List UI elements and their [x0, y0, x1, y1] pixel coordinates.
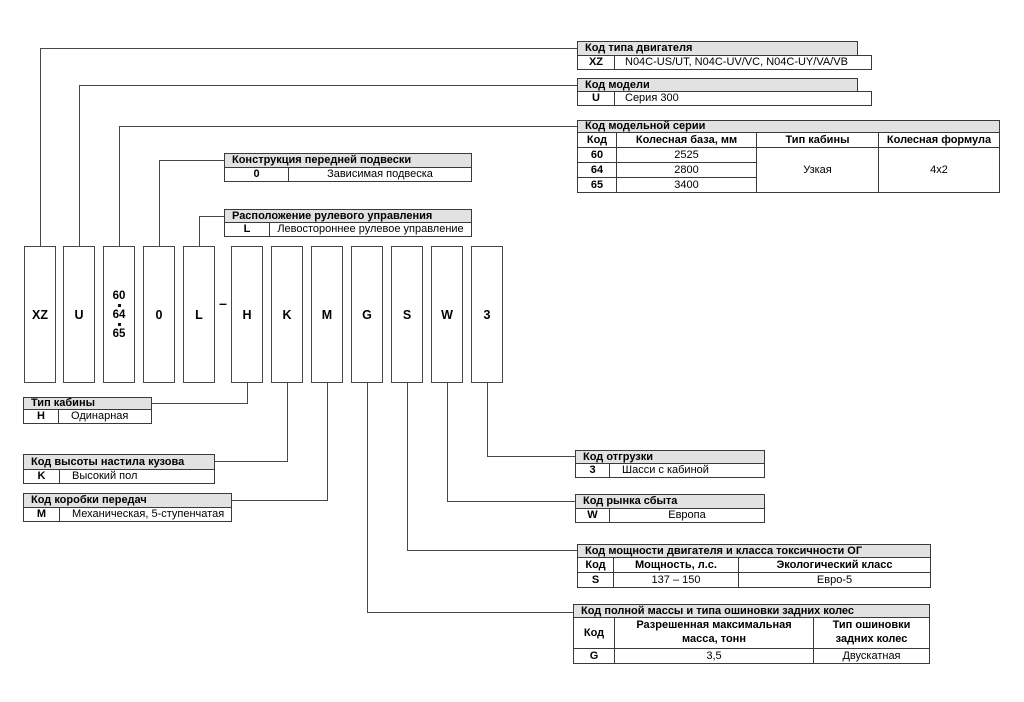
gearbox-value: Механическая, 5-ступенчатая — [59, 508, 231, 521]
code-box-label: U — [74, 307, 84, 322]
gross-weight-title: Код полной массы и типа ошиновки задних колес — [573, 604, 930, 618]
model-series-header: Код — [586, 133, 608, 146]
steering-value: Левостороннее рулевое управление — [269, 223, 471, 236]
cab-type-code: H — [37, 410, 45, 423]
model-series-row-code: 60 — [590, 148, 604, 161]
gross-weight-tire-type: Двускатная — [813, 649, 929, 663]
model-series-wheel-formula: 4x2 — [878, 148, 999, 192]
model-code-value: Серия 300 — [614, 92, 871, 105]
code-box-front-suspension — [143, 246, 175, 383]
market-title: Код рынка сбыта — [575, 494, 765, 509]
code-box-label: S — [402, 307, 412, 322]
steering-code: L — [243, 223, 251, 236]
gross-weight-table — [573, 604, 930, 664]
connector-gearbox-v — [327, 383, 328, 501]
code-box-label: W — [441, 307, 453, 322]
code-box-cab-type — [231, 246, 263, 383]
bullet-separator-icon — [118, 304, 121, 307]
engine-power-table — [577, 544, 931, 588]
cab-type-value: Одинарная — [58, 410, 151, 423]
model-series-cab-type: Узкая — [756, 148, 878, 192]
model-series-table — [577, 120, 1000, 193]
market-table — [575, 494, 765, 523]
model-series-row-wheelbase: 2525 — [616, 148, 756, 162]
code-box-label: L — [195, 307, 203, 322]
engine-power-code: S — [591, 573, 600, 586]
engine-power-title: Код мощности двигателя и класса токсичности ОГ — [577, 544, 931, 558]
connector-cab-v — [247, 383, 248, 404]
deck-height-value: Высокий пол — [59, 470, 214, 483]
market-value: Европа — [609, 509, 764, 522]
connector-engine-power-v — [407, 383, 408, 551]
front-suspension-title: Конструкция передней подвески — [224, 153, 472, 168]
connector-market-v — [447, 383, 448, 502]
connector-series-h — [119, 126, 577, 127]
connector-cab-h — [152, 403, 248, 404]
model-series-row-code: 65 — [590, 178, 604, 191]
market-code: W — [587, 509, 598, 522]
gearbox-title: Код коробки передач — [23, 493, 232, 508]
code-box-label: XZ — [32, 307, 48, 322]
cab-type-title: Тип кабины — [23, 397, 152, 410]
engine-type-title: Код типа двигателя — [577, 41, 858, 56]
shipping-value: Шасси с кабиной — [609, 464, 764, 477]
engine-type-value: N04C-US/UT, N04C-UV/VC, N04C-UY/VA/VB — [614, 56, 871, 69]
connector-gross-weight-h — [367, 612, 573, 613]
connector-shipping-h — [487, 456, 575, 457]
connector-gross-weight-v — [367, 383, 368, 613]
engine-power-header: Мощность, л.с. — [613, 558, 738, 572]
connector-suspension-h — [159, 160, 224, 161]
front-suspension-value: Зависимая подвеска — [288, 168, 471, 181]
shipping-table — [575, 450, 765, 478]
gearbox-code: M — [36, 508, 47, 521]
code-box-series — [103, 246, 135, 383]
connector-engine-power-h — [407, 550, 577, 551]
connector-market-h — [447, 501, 575, 502]
connector-deck-h — [215, 461, 288, 462]
gross-weight-header: Разрешенная максимальная масса, тонн — [614, 618, 813, 648]
shipping-title: Код отгрузки — [575, 450, 765, 464]
model-code-code: U — [592, 92, 600, 105]
gross-weight-code: G — [589, 649, 599, 662]
connector-steering-h — [199, 216, 224, 217]
model-series-row-code: 64 — [590, 163, 604, 176]
model-code-title: Код модели — [577, 78, 858, 92]
gross-weight-header: Тип ошиновки задних колес — [813, 618, 929, 648]
code-separator-dash: – — [219, 295, 227, 311]
code-box-market — [431, 246, 463, 383]
connector-deck-v — [287, 383, 288, 462]
code-box-label: 3 — [483, 307, 491, 322]
code-box-shipping — [471, 246, 503, 383]
code-box-label: H — [242, 307, 252, 322]
code-box-gross-weight — [351, 246, 383, 383]
connector-suspension-v — [159, 160, 160, 246]
gross-weight-value: 3,5 — [614, 649, 813, 663]
connector-engine-type-v — [40, 48, 41, 246]
front-suspension-code: 0 — [253, 168, 260, 181]
model-series-header: Колесная формула — [878, 133, 999, 147]
code-box-label: 60 — [112, 289, 126, 302]
model-series-header: Колесная база, мм — [616, 133, 756, 147]
connector-engine-type-h — [40, 48, 577, 49]
deck-height-code: K — [37, 470, 46, 483]
code-box-label: 65 — [112, 327, 126, 340]
deck-height-table — [23, 454, 215, 484]
deck-height-title: Код высоты настила кузова — [23, 454, 215, 470]
connector-model-h — [79, 85, 577, 86]
engine-power-header: Код — [585, 558, 606, 571]
code-box-label: 64 — [112, 308, 126, 321]
model-series-header: Тип кабины — [756, 133, 878, 147]
model-series-row-wheelbase: 3400 — [616, 178, 756, 192]
model-series-title: Код модельной серии — [577, 120, 1000, 133]
code-box-model — [63, 246, 95, 383]
code-box-engine-power — [391, 246, 423, 383]
steering-title: Расположение рулевого управления — [224, 209, 472, 223]
cab-type-table — [23, 397, 152, 424]
shipping-code: 3 — [589, 464, 596, 477]
gearbox-table — [23, 493, 232, 522]
connector-series-v — [119, 126, 120, 246]
code-box-label: M — [321, 307, 333, 322]
model-series-row-wheelbase: 2800 — [616, 163, 756, 177]
engine-type-code: XZ — [588, 56, 604, 69]
model-code-table — [577, 78, 872, 106]
code-box-gearbox — [311, 246, 343, 383]
connector-model-v — [79, 85, 80, 246]
code-box-deck-height — [271, 246, 303, 383]
code-box-label: K — [282, 307, 292, 322]
code-box-steering — [183, 246, 215, 383]
code-box-label: 0 — [155, 307, 163, 322]
gross-weight-header: Код — [583, 626, 605, 639]
bullet-separator-icon — [118, 323, 121, 326]
code-box-label: G — [362, 307, 372, 322]
connector-shipping-v — [487, 383, 488, 457]
engine-power-header: Экологический класс — [738, 558, 930, 572]
engine-type-table — [577, 41, 872, 70]
front-suspension-table — [224, 153, 472, 182]
engine-power-value: 137 – 150 — [613, 573, 738, 587]
connector-steering-v — [199, 216, 200, 246]
steering-table — [224, 209, 472, 237]
engine-power-eco-class: Евро-5 — [738, 573, 930, 587]
connector-gearbox-h — [231, 500, 328, 501]
code-box-engine-type — [24, 246, 56, 383]
